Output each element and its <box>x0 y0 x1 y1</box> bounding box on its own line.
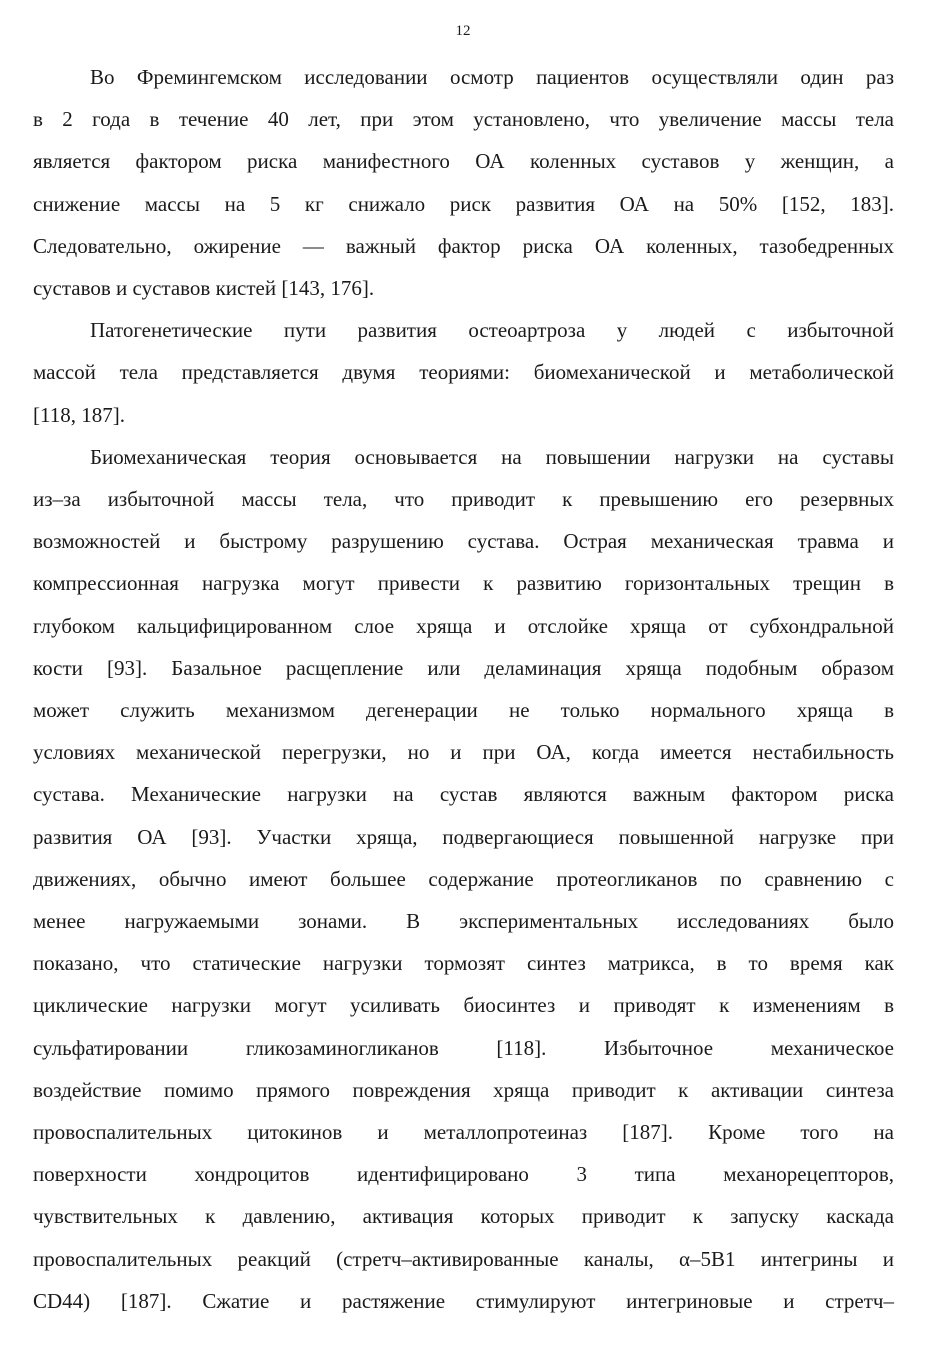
paragraph-3 <box>33 436 894 1322</box>
text-line: CD44) [187]. Сжатие и растяжение стимулируют интегриновые и стретч– <box>33 1288 894 1313</box>
text-line: циклические нагрузки могут усиливать биосинтез и приводят к изменениям в <box>33 993 894 1018</box>
text-line: сульфатировании гликозаминогликанов [118]. Избыточное механическое <box>33 1035 894 1060</box>
text-line: движениях, обычно имеют большее содержание протеогликанов по сравнению с <box>33 866 894 891</box>
text-line: глубоком кальцифицированном слое хряща и отслойке хряща от субхондральной <box>33 613 894 638</box>
paragraph-1 <box>33 56 894 309</box>
text-line: Биомеханическая теория основывается на повышении нагрузки на суставы <box>90 444 894 469</box>
text-line: массой тела представляется двумя теориями: биомеханической и метаболической <box>33 360 894 385</box>
document-body <box>33 56 894 1322</box>
text-line: условиях механической перегрузки, но и при ОА, когда имеется нестабильность <box>33 740 894 765</box>
text-line: возможностей и быстрому разрушению сустава. Острая механическая травма и <box>33 529 894 554</box>
text-line: компрессионная нагрузка могут привести к развитию горизонтальных трещин в <box>33 571 894 596</box>
text-line: менее нагружаемыми зонами. В экспериментальных исследованиях было <box>33 909 894 934</box>
text-line: поверхности хондроцитов идентифицировано 3 типа механорецепторов, <box>33 1162 894 1187</box>
page-number: 12 <box>455 23 471 39</box>
text-line: сустава. Механические нагрузки на сустав являются важным фактором риска <box>33 782 894 807</box>
text-line: кости [93]. Базальное расщепление или деламинация хряща подобным образом <box>33 655 894 680</box>
text-line: провоспалительных реакций (стретч–активированные каналы, α–5В1 интегрины и <box>33 1246 894 1271</box>
text-line: является фактором риска манифестного ОА коленных суставов у женщин, а <box>33 149 894 174</box>
text-line: может служить механизмом дегенерации не только нормального хряща в <box>33 698 894 723</box>
text-line: в 2 года в течение 40 лет, при этом установлено, что увеличение массы тела <box>33 107 894 132</box>
text-line: воздействие помимо прямого повреждения хряща приводит к активации синтеза <box>33 1077 894 1102</box>
text-line: развития ОА [93]. Участки хряща, подвергающиеся повышенной нагрузке при <box>33 824 894 849</box>
text-line: Следовательно, ожирение — важный фактор риска ОА коленных, тазобедренных <box>33 233 894 258</box>
text-line: [118, 187]. <box>33 402 125 427</box>
text-line: снижение массы на 5 кг снижало риск развития ОА на 50% [152, 183]. <box>33 191 894 216</box>
text-line: суставов и суставов кистей [143, 176]. <box>33 276 375 301</box>
text-line: чувствительных к давлению, активация которых приводит к запуску каскада <box>33 1204 894 1229</box>
paragraph-2 <box>33 309 894 436</box>
text-line: Патогенетические пути развития остеоартроза у людей с избыточной <box>90 318 894 343</box>
text-line: провоспалительных цитокинов и металлопротеиназ [187]. Кроме того на <box>33 1120 894 1145</box>
text-line: из–за избыточной массы тела, что приводит к превышению его резервных <box>33 487 894 512</box>
text-line: показано, что статические нагрузки тормозят синтез матрикса, в то время как <box>33 951 894 976</box>
text-line: Во Фремингемском исследовании осмотр пациентов осуществляли один раз <box>90 65 894 89</box>
